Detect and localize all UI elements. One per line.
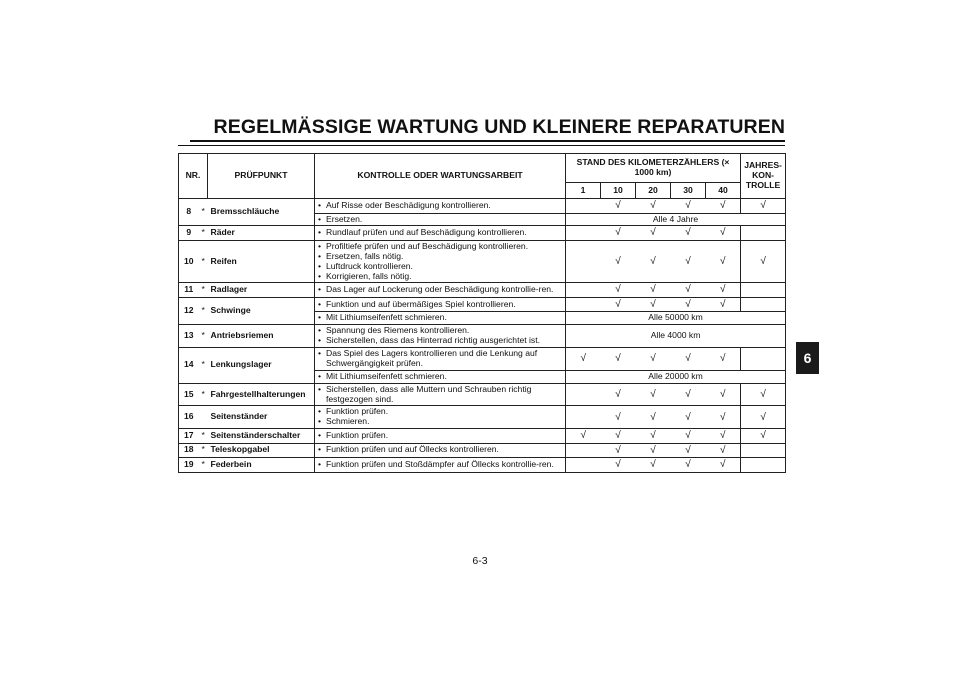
row-number: 11 [179,283,199,298]
check-mark: √ [636,297,671,312]
row-item: Radlager [208,283,315,298]
check-mark: √ [636,458,671,473]
check-mark: √ [671,226,706,241]
row-star: * [199,443,208,458]
work-item: • Funktion prüfen. [318,431,562,441]
check-mark: √ [601,199,636,214]
work-list [318,445,562,455]
check-mark: √ [636,226,671,241]
work-list [318,326,562,346]
annual-check-empty [741,297,786,312]
annual-check-empty [741,458,786,473]
row-work [315,383,566,406]
work-item: • Ersetzen. [318,215,562,225]
table-row [179,240,786,283]
row-star: * [199,429,208,444]
check-mark: √ [706,443,741,458]
header-km-1: 1 [566,183,601,199]
work-item: • Spannung des Riemens kontrollieren. [318,326,562,336]
work-item: • Das Spiel des Lagers kontrollieren und die Lenkung auf Schwergängigkeit prüfen. [318,349,562,369]
check-mark: √ [601,283,636,298]
header-km-10: 10 [601,183,636,199]
work-item: • Funktion prüfen und auf Öllecks kontrollieren. [318,445,562,455]
header-nr: NR. [179,154,208,199]
table-row [179,383,786,406]
title-rule-thin [178,145,785,146]
check-empty [566,240,601,283]
page-title: REGELMÄSSIGE WARTUNG UND KLEINERE REPARATUREN [213,116,785,138]
annual-check-mark: √ [741,240,786,283]
check-mark: √ [566,348,601,371]
row-star: * [199,325,208,348]
table-row [179,325,786,348]
work-item: • Auf Risse oder Beschädigung kontrollieren. [318,201,562,211]
row-star [199,406,208,429]
check-mark: √ [671,297,706,312]
table-row [179,443,786,458]
table-body [179,199,786,473]
check-mark: √ [671,458,706,473]
work-item: • Sicherstellen, dass das Hinterrad richtig ausgerichtet ist. [318,336,562,346]
interval-span: Alle 4 Jahre [566,213,786,226]
row-star: * [199,283,208,298]
row-work [315,297,566,312]
table-row [179,429,786,444]
row-item: Räder [208,226,315,241]
annual-check-mark: √ [741,429,786,444]
work-item: • Schmieren. [318,417,562,427]
row-work [315,443,566,458]
check-mark: √ [706,406,741,429]
row-work [315,406,566,429]
row-work [315,213,566,226]
check-mark: √ [671,199,706,214]
work-list [318,228,562,238]
check-empty [566,226,601,241]
work-list [318,349,562,369]
table-row [179,283,786,298]
annual-check-empty [741,348,786,371]
annual-check-empty [741,283,786,298]
row-work [315,429,566,444]
row-item: Schwinge [208,297,315,324]
work-list [318,201,562,211]
row-item: Fahrgestellhalterungen [208,383,315,406]
work-list [318,385,562,405]
row-item: Federbein [208,458,315,473]
row-star: * [199,226,208,241]
check-mark: √ [706,240,741,283]
check-mark: √ [671,283,706,298]
check-mark: √ [706,429,741,444]
check-empty [566,443,601,458]
check-mark: √ [671,406,706,429]
row-item: Lenkungslager [208,348,315,384]
row-star: * [199,383,208,406]
check-empty [566,283,601,298]
header-kontrolle: KONTROLLE ODER WARTUNGSARBEIT [315,154,566,199]
row-work [315,240,566,283]
check-mark: √ [601,406,636,429]
work-item: • Mit Lithiumseifenfett schmieren. [318,372,562,382]
check-mark: √ [636,429,671,444]
check-mark: √ [671,429,706,444]
check-mark: √ [601,429,636,444]
row-number: 17 [179,429,199,444]
check-mark: √ [706,283,741,298]
table-row [179,406,786,429]
row-number: 8 [179,199,199,226]
check-mark: √ [601,240,636,283]
work-item: • Korrigieren, falls nötig. [318,272,562,282]
check-mark: √ [706,458,741,473]
header-stand: STAND DES KILOMETERZÄHLERS (× 1000 km) [566,154,741,183]
check-mark: √ [671,383,706,406]
check-empty [566,458,601,473]
check-mark: √ [566,429,601,444]
row-work [315,199,566,214]
work-list [318,285,562,295]
work-item: • Profiltiefe prüfen und auf Beschädigung kontrollieren. [318,242,562,252]
check-mark: √ [706,383,741,406]
page-number: 6-3 [472,555,488,567]
check-mark: √ [636,348,671,371]
work-list [318,372,562,382]
work-item: • Funktion prüfen und Stoßdämpfer auf Öllecks kontrollie-ren. [318,460,562,470]
row-star: * [199,458,208,473]
work-list [318,313,562,323]
row-item: Seitenständer [208,406,315,429]
check-empty [566,199,601,214]
row-star: * [199,297,208,324]
row-work [315,312,566,325]
row-number: 14 [179,348,199,384]
work-item: • Sicherstellen, dass alle Muttern und Schrauben richtig festgezogen sind. [318,385,562,405]
check-mark: √ [601,383,636,406]
row-work [315,348,566,371]
check-mark: √ [636,406,671,429]
annual-check-empty [741,443,786,458]
row-work [315,325,566,348]
header-km-40: 40 [706,183,741,199]
row-number: 18 [179,443,199,458]
row-star: * [199,199,208,226]
work-item: • Funktion und auf übermäßiges Spiel kontrollieren. [318,300,562,310]
row-item: Antriebsriemen [208,325,315,348]
check-empty [566,383,601,406]
check-mark: √ [601,458,636,473]
check-mark: √ [636,383,671,406]
annual-check-mark: √ [741,383,786,406]
check-mark: √ [601,348,636,371]
header-pruefpunkt: PRÜFPUNKT [208,154,315,199]
table-row [179,297,786,312]
check-mark: √ [706,226,741,241]
title-rule-thick [190,140,785,142]
header-km-20: 20 [636,183,671,199]
annual-check-empty [741,226,786,241]
row-work [315,226,566,241]
row-number: 19 [179,458,199,473]
work-list [318,407,562,427]
work-item: • Rundlauf prüfen und auf Beschädigung kontrollieren. [318,228,562,238]
check-mark: √ [636,199,671,214]
work-list [318,460,562,470]
check-mark: √ [671,240,706,283]
interval-span: Alle 4000 km [566,325,786,348]
row-work [315,458,566,473]
row-star: * [199,348,208,384]
check-mark: √ [636,443,671,458]
work-list [318,300,562,310]
interval-span: Alle 50000 km [566,312,786,325]
check-mark: √ [706,199,741,214]
table-row [179,458,786,473]
check-mark: √ [636,283,671,298]
work-list [318,242,562,282]
row-number: 10 [179,240,199,283]
row-number: 12 [179,297,199,324]
table-row [179,348,786,371]
interval-span: Alle 20000 km [566,370,786,383]
row-number: 16 [179,406,199,429]
check-mark: √ [601,297,636,312]
row-item: Bremsschläuche [208,199,315,226]
row-item: Reifen [208,240,315,283]
annual-check-mark: √ [741,406,786,429]
row-item: Seitenständerschalter [208,429,315,444]
check-mark: √ [601,443,636,458]
chapter-tab: 6 [796,342,819,374]
check-mark: √ [601,226,636,241]
check-mark: √ [636,240,671,283]
row-work [315,283,566,298]
work-item: • Luftdruck kontrollieren. [318,262,562,272]
work-list [318,215,562,225]
header-jahres: JAHRES- KON- TROLLE [741,154,786,199]
row-number: 15 [179,383,199,406]
row-item: Teleskopgabel [208,443,315,458]
work-item: • Mit Lithiumseifenfett schmieren. [318,313,562,323]
check-empty [566,406,601,429]
work-list [318,431,562,441]
table-row [179,226,786,241]
check-mark: √ [706,297,741,312]
maintenance-table [178,153,786,473]
row-number: 13 [179,325,199,348]
table-row [179,199,786,214]
row-star: * [199,240,208,283]
work-item: • Ersetzen, falls nötig. [318,252,562,262]
check-mark: √ [706,348,741,371]
work-item: • Funktion prüfen. [318,407,562,417]
check-empty [566,297,601,312]
check-mark: √ [671,443,706,458]
check-mark: √ [671,348,706,371]
annual-check-mark: √ [741,199,786,214]
row-work [315,370,566,383]
row-number: 9 [179,226,199,241]
header-km-30: 30 [671,183,706,199]
work-item: • Das Lager auf Lockerung oder Beschädigung kontrollie-ren. [318,285,562,295]
